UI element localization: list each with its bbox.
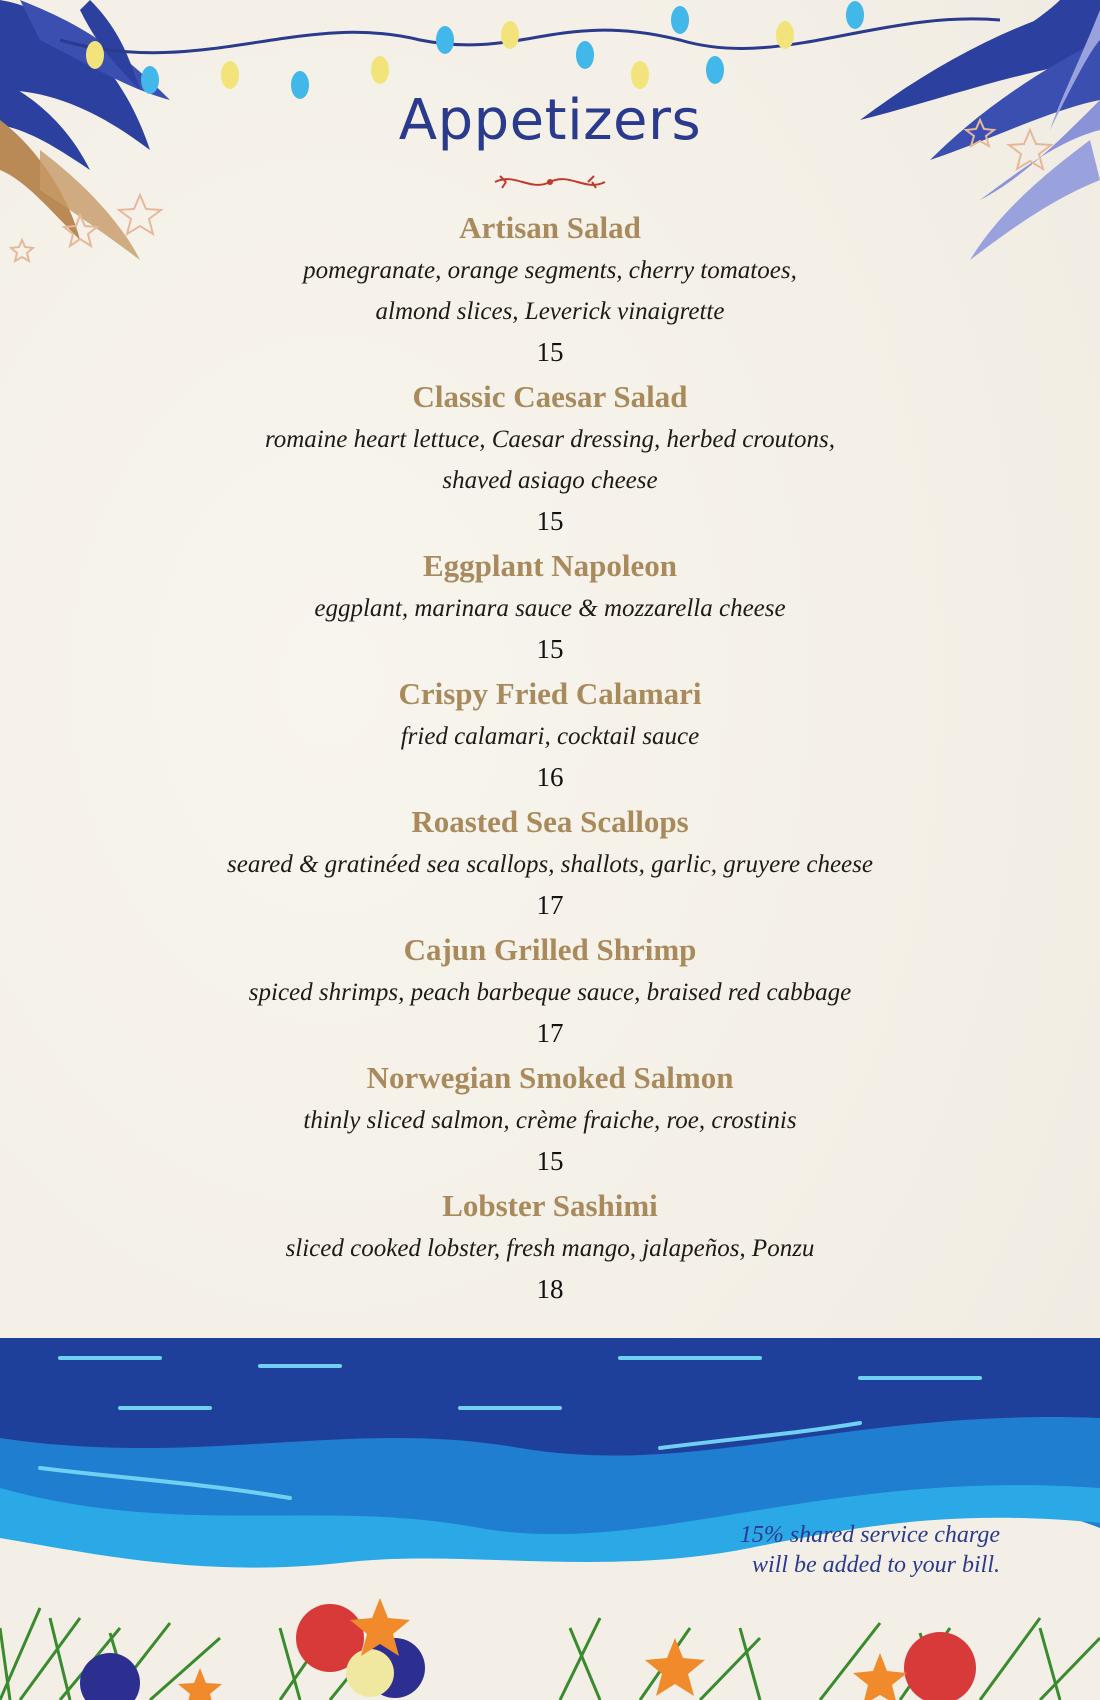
menu-item [0,375,1100,541]
service-charge-line-2: will be added to your bill. [752,1552,1000,1578]
item-price: 18 [536,1274,564,1304]
item-price: 15 [536,337,564,367]
menu-item [0,1184,1100,1309]
item-description: romaine heart lettuce, Caesar dressing, herbed croutons, [264,426,836,453]
ocean-beach-decoration [0,1338,1100,1700]
menu-item [0,928,1100,1053]
item-description: seared & gratinéed sea scallops, shallots, garlic, gruyere cheese [227,851,873,878]
item-description: shaved asiago cheese [442,467,658,494]
item-name: Cajun Grilled Shrimp [403,932,697,967]
item-price: 17 [536,890,564,920]
item-name: Norwegian Smoked Salmon [366,1060,734,1095]
item-description: sliced cooked lobster, fresh mango, jalapeños, Ponzu [285,1235,815,1262]
item-description: eggplant, marinara sauce & mozzarella cheese [314,595,786,622]
menu-item [0,800,1100,925]
item-name: Lobster Sashimi [442,1188,658,1223]
item-name: Classic Caesar Salad [412,379,688,414]
item-price: 15 [536,634,564,664]
item-name: Roasted Sea Scallops [411,804,689,839]
item-description: almond slices, Leverick vinaigrette [375,298,725,325]
page-title: Appetizers [398,88,702,153]
menu-item [0,1056,1100,1181]
item-name: Crispy Fried Calamari [398,676,702,711]
item-price: 17 [536,1018,564,1048]
item-description: spiced shrimps, peach barbeque sauce, braised red cabbage [248,979,852,1006]
appetizer-list [0,206,1100,1312]
menu-item [0,206,1100,372]
menu-item [0,544,1100,669]
item-price: 15 [536,506,564,536]
service-charge-line-1: 15% shared service charge [739,1522,1000,1548]
service-charge-note [740,1520,1000,1580]
item-name: Eggplant Napoleon [422,548,678,583]
item-name: Artisan Salad [459,210,641,245]
item-description: pomegranate, orange segments, cherry tomatoes, [303,257,797,284]
item-description: fried calamari, cocktail sauce [400,723,700,750]
flourish-divider-icon [490,170,610,194]
item-description: thinly sliced salmon, crème fraiche, roe, crostinis [303,1107,797,1134]
item-price: 16 [536,762,564,792]
item-price: 15 [536,1146,564,1176]
menu-item [0,672,1100,797]
